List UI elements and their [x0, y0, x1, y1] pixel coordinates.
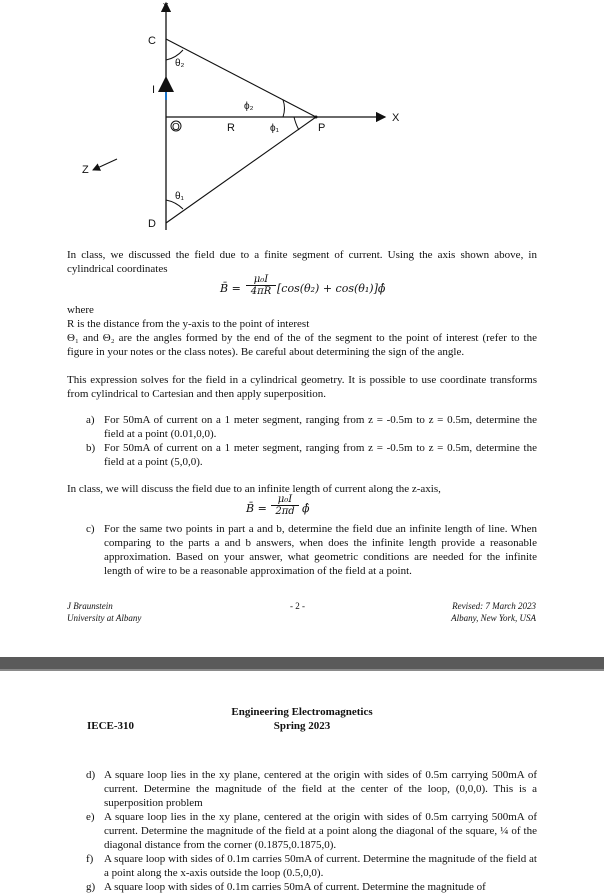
where-line1: R is the distance from the y-axis to the point of interest: [67, 318, 310, 330]
eq2-denominator: 2πd: [271, 505, 299, 517]
label-theta1: θ₁: [175, 191, 184, 202]
footer-revised: Revised: 7 March 2023: [452, 601, 536, 611]
list-item-text: A square loop with sides of 0.1m carries 50mA of current. Determine the magnitude of: [104, 881, 486, 893]
footer-author: J Braunstein: [67, 601, 113, 611]
page-divider: [0, 657, 604, 669]
list-item-text: A square loop with sides of 0.1m carries 50mA of current. Determine the magnitude of the field at a point along the x-axis outside the loop (0.5,0,0).: [104, 853, 537, 879]
course-title: Engineering Electromagnetics: [231, 706, 373, 718]
list-item-b: [86, 441, 537, 469]
infinite-intro: In class, we will discuss the field due to an infinite length of current along the z-axis,: [67, 483, 441, 495]
eq1-denominator: 4πR: [246, 285, 276, 297]
label-phi1: ϕ₁: [270, 123, 279, 134]
footer-location: Albany, New York, USA: [451, 613, 536, 623]
course-term: Spring 2023: [273, 720, 331, 732]
finite-segment-figure: [0, 0, 604, 240]
list-item-tag: a): [86, 414, 95, 426]
eq1-fraction: [246, 274, 276, 297]
list-item-f: [86, 852, 537, 880]
list-item-g: [86, 880, 537, 894]
list-item-text: A square loop lies in the xy plane, centered at the origin with sides of 0.5m carrying 500mA of current. Determine the magnitude of the field at a point along the diagonal of the square, ¼ of the diagonal distance from the corner (0.1875,0.1875,0).: [104, 811, 537, 851]
label-z: Z: [82, 164, 89, 176]
label-x: X: [392, 112, 400, 124]
equation-infinite: [246, 494, 366, 524]
eq1-numerator: μ₀I: [253, 274, 269, 285]
where-label: where: [67, 304, 94, 316]
list-item-tag: f): [86, 853, 94, 865]
label-c: C: [148, 35, 156, 47]
eq1-rhs: [cos(θ₂) + cos(θ₁)]ϕ̂: [277, 282, 386, 295]
page-divider-shadow: [0, 669, 604, 671]
label-phi2: ϕ₂: [244, 101, 254, 112]
list-item-tag: b): [86, 442, 96, 454]
footer-page-number: - 2 -: [290, 601, 305, 611]
intro-paragraph: In class, we discussed the field due to a finite segment of current. Using the axis shown above, in cylindrical coordinates: [67, 249, 537, 275]
eq2-numerator: μ₀I: [277, 494, 293, 505]
list-item-text: For 50mA of current on a 1 meter segment, ranging from z = -0.5m to z = 0.5m, determine the field at a point (5,0,0).: [104, 442, 537, 468]
label-p: P: [318, 122, 326, 134]
list-item-tag: d): [86, 769, 96, 781]
paragraph-coordinate-transform: This expression solves for the field in a cylindrical geometry. It is possible to use coordinate transforms from cylindrical to Cartesian and then apply superposition.: [67, 374, 537, 400]
course-code: IECE-310: [87, 720, 135, 732]
eq2-rhs: ϕ̂: [302, 502, 310, 515]
eq1-lhs: B̄ =: [220, 282, 241, 295]
list-item-text: For the same two points in part a and b, determine the field due an infinite length of line. When comparing to the parts a and b answers, when does the infinite length provide a reasonable approximation. Based on your answer, what geometric conditions are needed for the infinite length of wire to be a reasonable approximation of the field at a point.: [104, 523, 537, 577]
label-o: O: [172, 122, 180, 133]
label-d: D: [148, 218, 156, 230]
list-item-text: A square loop lies in the xy plane, centered at the origin with sides of 0.5m carrying 500mA of current. Determine the magnitude of the field at the center of the loop, (0,0,0). This is a superposition problem: [104, 769, 537, 809]
eq2-lhs: B̄ =: [246, 502, 267, 515]
eq2-fraction: [271, 494, 299, 517]
list-item-d: [86, 768, 537, 810]
list-item-tag: e): [86, 811, 95, 823]
list-item-text: For 50mA of current on a 1 meter segment, ranging from z = -0.5m to z = 0.5m, determine the field at a point (0.01,0,0).: [104, 414, 537, 440]
label-r: R: [227, 122, 235, 134]
list-item-c: [86, 522, 537, 578]
label-theta2: θ₂: [175, 58, 185, 69]
list-item-e: [86, 810, 537, 852]
list-item-a: [86, 413, 537, 441]
label-i: I: [152, 84, 156, 96]
list-item-tag: c): [86, 523, 95, 535]
list-item-tag: g): [86, 881, 96, 893]
equation-finite: [220, 274, 420, 308]
footer-university: University at Albany: [67, 613, 142, 623]
z-axis: [93, 159, 117, 170]
where-line2: Θ₁ and Θ₂ are the angles formed by the end of the of the segment to the point of interest (refer to the figure in your notes or the class notes). Be careful about determining the sign of the angle.: [67, 332, 537, 358]
label-y: Y: [163, 2, 169, 11]
